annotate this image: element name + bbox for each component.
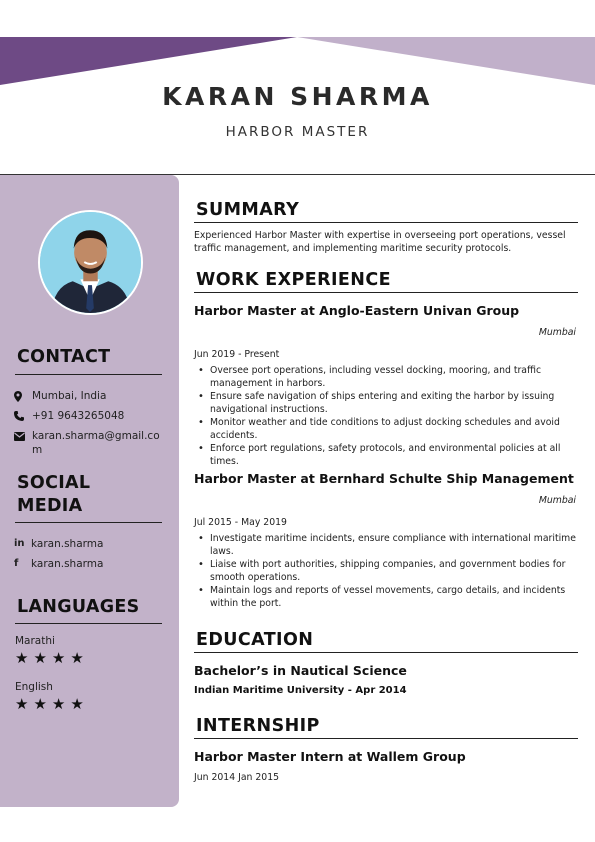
header-banner [0,37,595,85]
experience-heading: WORK EXPERIENCE [196,270,391,290]
linkedin-icon: in [14,538,25,549]
experience-divider [194,292,578,293]
location-pin-icon [14,389,31,403]
contact-location [14,389,164,403]
social-facebook [14,557,164,571]
job-bullets [196,532,581,610]
star-icon: ★ [33,695,52,713]
phone-icon [14,409,31,423]
job-bullet: • Ensure safe navigation of ships entering and exiting the harbor by issuing navigational instructions. [196,390,581,416]
social-divider [15,522,162,523]
social-linkedin [14,537,164,551]
job-title: Harbor Master at Bernhard Schulte Ship Management [194,471,574,486]
social-linkedin-text[interactable]: karan.sharma [31,538,104,550]
contact-email [14,429,164,457]
contact-divider [15,374,162,375]
summary-text: Experienced Harbor Master with expertise in overseeing port operations, vessel traffic management, and implementing maritime security protocols. [194,230,566,254]
languages-divider [15,623,162,624]
envelope-icon [14,429,31,443]
job-dates: Jul 2015 - May 2019 [194,517,287,528]
summary-heading: SUMMARY [196,200,300,220]
candidate-name: KARAN SHARMA [162,82,433,111]
job-bullet: • Oversee port operations, including vessel docking, mooring, and traffic management in harbors. [196,364,581,390]
language-rating-stars [15,695,89,713]
job-bullet: • Maintain logs and reports of vessel movements, cargo details, and incidents within the port. [196,584,581,610]
job-bullet: • Monitor weather and tide conditions to adjust docking schedules and avoid accidents. [196,416,581,442]
job-bullet: • Liaise with port authorities, shipping companies, and government bodies for smooth operations. [196,558,581,584]
education-school: Indian Maritime University - Apr 2014 [194,685,407,696]
star-icon: ★ [15,649,34,667]
job-bullet: • Enforce port regulations, safety protocols, and environmental policies at all times. [196,442,581,468]
languages-heading: LANGUAGES [17,597,140,617]
language-name: Marathi [15,635,55,647]
star-icon: ★ [15,695,34,713]
job-bullets [196,364,581,468]
social-facebook-text[interactable]: karan.sharma [31,558,104,570]
job-title: Harbor Master at Anglo-Eastern Univan Group [194,303,520,318]
internship-heading: INTERNSHIP [196,716,320,736]
contact-heading: CONTACT [17,347,111,367]
internship-dates: Jun 2014 Jan 2015 [194,772,280,783]
social-heading: SOCIAL MEDIA [17,473,91,516]
star-icon: ★ [51,649,71,667]
banner-left-shape [0,37,297,85]
language-rating-stars [15,649,89,667]
star-icon: ★ [33,649,52,667]
language-name: English [15,681,53,693]
contact-phone-text[interactable]: +91 9643265048 [32,410,125,422]
education-degree: Bachelor’s in Nautical Science [194,663,407,678]
contact-phone [14,409,164,423]
banner-right-shape [297,37,595,85]
candidate-title: HARBOR MASTER [225,124,370,140]
job-dates: Jun 2019 - Present [194,349,280,360]
education-divider [194,652,578,653]
internship-title: Harbor Master Intern at Wallem Group [194,749,466,764]
profile-photo [38,210,143,315]
star-icon: ★ [70,695,89,713]
job-bullet: • Investigate maritime incidents, ensure compliance with international maritime laws. [196,532,581,558]
contact-email-text[interactable]: karan.sharma@gmail.com [32,430,160,456]
summary-divider [194,222,578,223]
star-icon: ★ [51,695,71,713]
job-location: Mumbai [538,327,576,338]
job-location: Mumbai [538,495,576,506]
facebook-icon: f [14,558,19,569]
internship-divider [194,738,578,739]
star-icon: ★ [70,649,89,667]
contact-location-text: Mumbai, India [32,390,107,402]
education-heading: EDUCATION [196,630,314,650]
